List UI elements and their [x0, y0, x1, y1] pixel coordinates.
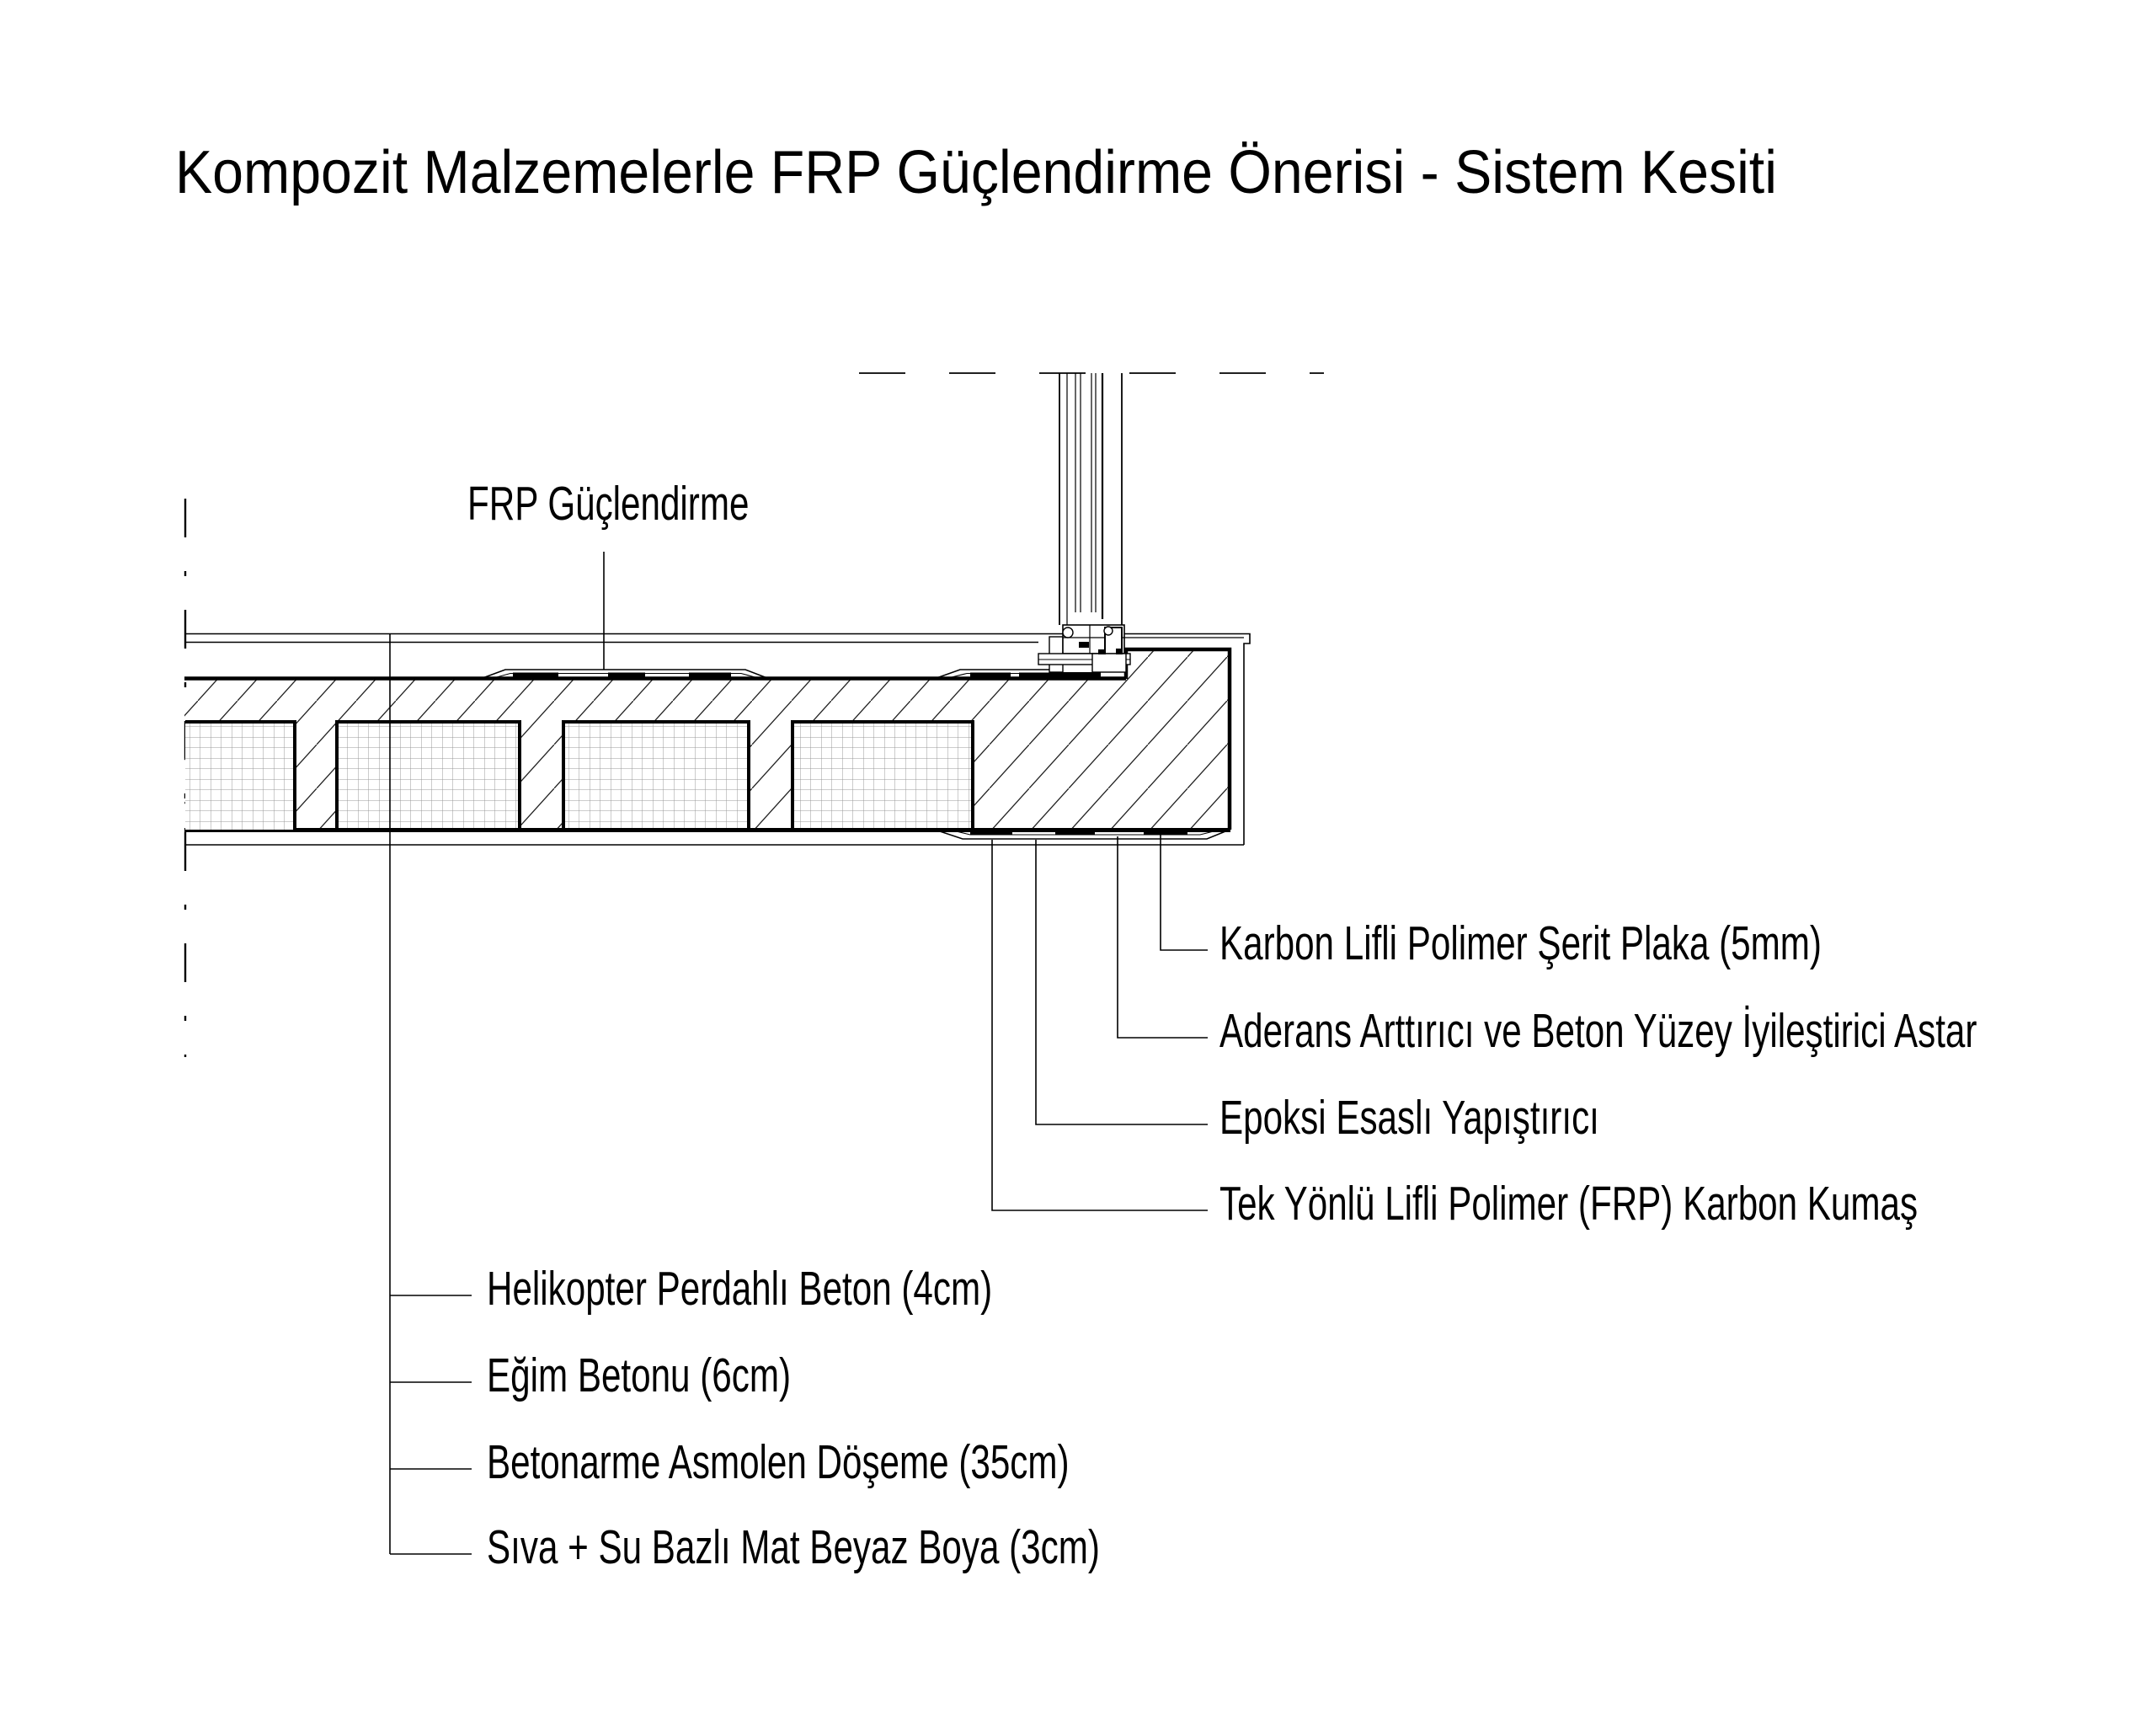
frp-plate-top-left	[483, 670, 767, 678]
callout-karbon-serit-plaka: Karbon Lifli Polimer Şerit Plaka (5mm)	[1219, 916, 1822, 970]
floor-finish-lines	[184, 634, 1063, 643]
callout-aderans-astar: Aderans Arttırıcı ve Beton Yüzey İyileştirici Astar	[1219, 1004, 1977, 1058]
window-sill-detail	[1038, 625, 1130, 672]
window-mullion	[1059, 373, 1122, 625]
callout-frp-karbon-kumas: Tek Yönlü Lifli Polimer (FRP) Karbon Kumaş	[1219, 1177, 1919, 1231]
callout-asmolen-doseme: Betonarme Asmolen Döşeme (35cm)	[487, 1435, 1070, 1489]
asmolen-block	[792, 722, 973, 830]
callout-helikopter-beton: Helikopter Perdahlı Beton (4cm)	[487, 1262, 993, 1316]
frp-wrap-bottom	[935, 830, 1230, 839]
leaders-right	[992, 835, 1208, 1210]
callout-siva-boya: Sıva + Su Bazlı Mat Beyaz Boya (3cm)	[487, 1520, 1100, 1574]
callout-frp-guclendirme: FRP Güçlendirme	[467, 477, 750, 531]
callout-egim-betonu: Eğim Betonu (6cm)	[487, 1348, 792, 1402]
asmolen-block	[337, 722, 520, 830]
asmolen-block	[185, 722, 295, 830]
asmolen-block	[563, 722, 749, 830]
callout-epoksi-yapistirici: Epoksi Esaslı Yapıştırıcı	[1219, 1091, 1599, 1145]
drawing-title: Kompozit Malzemelerle FRP Güçlendirme Önerisi - Sistem Kesiti	[175, 139, 1777, 206]
